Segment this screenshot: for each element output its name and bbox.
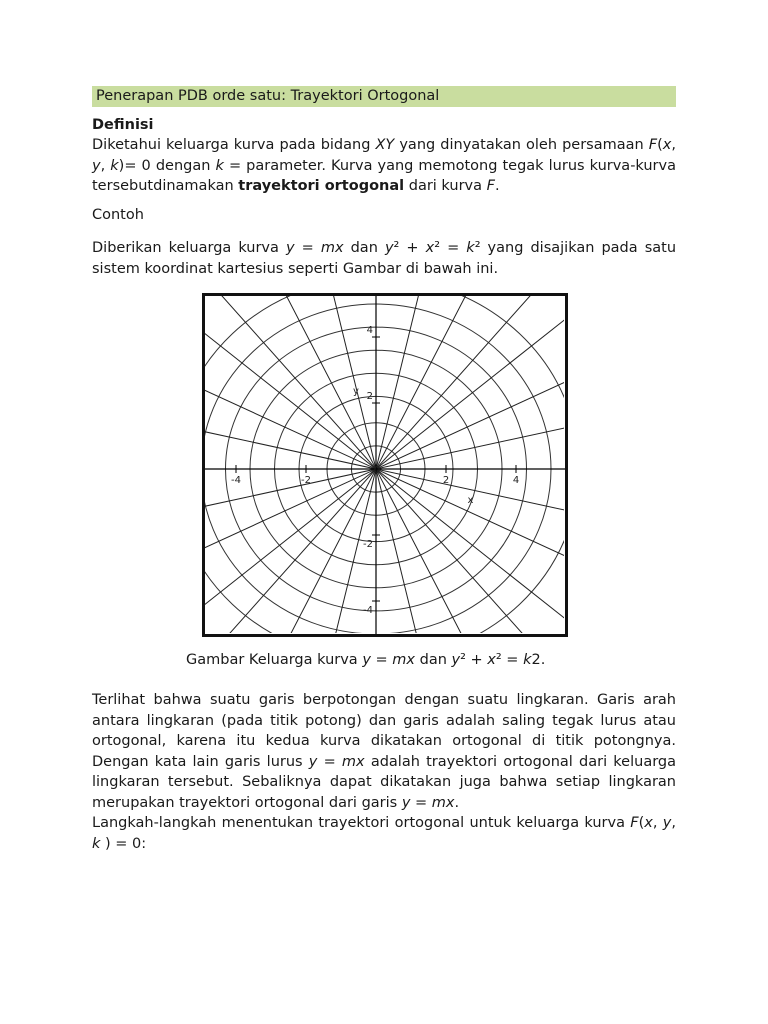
x-tick-label-neg2: -2	[301, 475, 311, 486]
x-tick-label-4: 4	[512, 475, 520, 486]
document-page	[92, 86, 676, 854]
y-tick-label-4: 4	[366, 325, 373, 336]
plot-svg	[202, 293, 568, 637]
definisi-paragraph: Diketahui keluarga kurva pada bidang XY yang dinyatakan oleh persamaan F(x, y, k)= 0 dengan k = parameter. Kurva yang memotong tegak lurus kurva-kurva tersebutdinamakan trayektori ortogonal dari kurva F.	[92, 137, 676, 194]
x-tick-label-neg4: -4	[231, 475, 241, 486]
y-tick-label-neg4: -4	[363, 605, 373, 616]
orthogonal-trajectory-figure	[202, 293, 568, 637]
y-axis-label: y	[353, 385, 359, 397]
figure-caption: Gambar Keluarga kurva y = mx dan y² + x² = k2.	[186, 652, 546, 668]
x-axis-label: x	[467, 495, 474, 506]
x-tick-label-2: 2	[442, 475, 450, 486]
y-tick-label-2: 2	[366, 391, 373, 402]
y-tick-label-neg2: -2	[363, 539, 373, 550]
origin-label: 0	[373, 465, 381, 476]
contoh-paragraph: Diberikan keluarga kurva y = mx dan y² + x² = k² yang disajikan pada satu sistem koordinat kartesius seperti Gambar di bawah ini.	[92, 240, 677, 277]
section-heading-text: Penerapan PDB orde satu: Trayektori Ortogonal	[96, 88, 440, 104]
section-heading	[92, 86, 676, 107]
contoh-label: Contoh	[92, 206, 144, 223]
explanation-paragraph: Terlihat bahwa suatu garis berpotongan dengan suatu lingkaran. Garis arah antara lingkaran (pada titik potong) dan garis adalah saling tegak lurus atau ortogonal, karena itu kedua kurva dikatakan ortogonal di titik potongnya. Dengan kata lain garis lurus y = mx adalah trayektori ortogonal dari keluarga lingkaran tersebut. Sebaliknya dapat dikatakan juga bahwa setiap lingkaran merupakan trayektori ortogonal dari garis y = mx.	[92, 692, 676, 811]
definisi-heading: Definisi	[92, 117, 154, 133]
steps-paragraph: Langkah-langkah menentukan trayektori ortogonal untuk keluarga kurva F(x, y, k ) = 0:	[92, 815, 676, 852]
